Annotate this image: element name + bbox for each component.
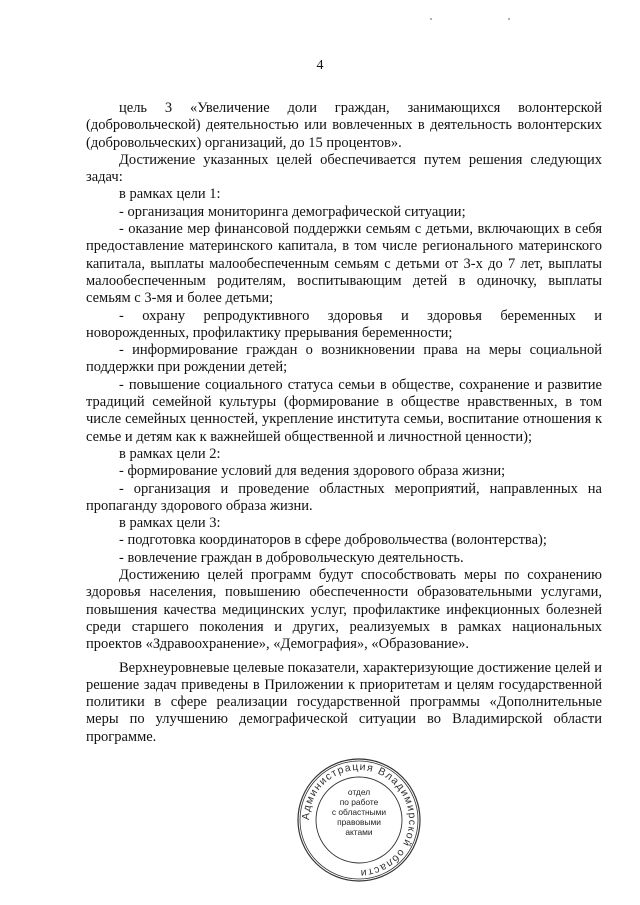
paragraph: в рамках цели 2: [119, 445, 221, 462]
paragraph: - вовлечение граждан в добровольческую деятельность. [119, 549, 464, 566]
paragraph: в рамках цели 1: [119, 186, 221, 203]
paragraph: в рамках цели 3: [119, 515, 221, 532]
scan-speck [430, 18, 432, 20]
paragraph: Верхнеуровневые целевые показатели, характеризующие достижение целей и решение задач приведены в Приложении к приоритетам и целям государственной политики в сфере реализации государственной программы «Дополнительные меры по улучшению демографической ситуации во Владимирской области программе. [86, 659, 602, 745]
stamp-line: с областными [331, 807, 387, 817]
paragraph: - организация мониторинга демографической ситуации; [119, 203, 466, 220]
paragraph: - информирование граждан о возникновении права на меры социальной поддержки при рождении детей; [86, 342, 602, 376]
paragraph: - формирование условий для ведения здорового образа жизни; [119, 463, 506, 480]
paragraph: - оказание мер финансовой поддержки семьям с детьми, включающих в себя предоставление материнского капитала, в том числе регионального материнского капитала, выплаты малообеспеченным семьям с детьми от 3-х до 7 лет, выплаты малообеспеченным родителям, воспитывающим детей в одиночку, выплаты семьям с 3-мя и более детьми; [86, 221, 602, 307]
scan-speck [508, 18, 510, 20]
stamp-line: по работе [339, 797, 379, 807]
paragraph: - охрану репродуктивного здоровья и здоровья беременных и новорожденных, профилактику прерывания беременности; [86, 307, 602, 341]
paragraph: цель 3 «Увеличение доли граждан, занимающихся волонтерской (добровольческой) деятельностью или вовлеченных в деятельность волонтерских (добровольческих) организаций, до 15 процентов». [86, 100, 602, 151]
stamp-line: отдел [347, 787, 371, 797]
paragraph: - организация и проведение областных мероприятий, направленных на пропаганду здорового образа жизни. [86, 480, 602, 514]
official-stamp [296, 757, 422, 883]
document-body [86, 100, 602, 746]
page-number: 4 [316, 58, 324, 73]
paragraph: - повышение социального статуса семьи в обществе, сохранение и развитие традиций семейной культуры (формирование в обществе нравственных, в том числе семейных ценностей, укрепление института семьи, воспитание отношения к семье и детям как к важнейшей общественной и личностной ценности); [86, 376, 602, 445]
stamp-ring-text: Администрация Владимирской области [299, 760, 419, 880]
stamp-line: актами [345, 827, 373, 837]
paragraph: Достижению целей программ будут способствовать меры по сохранению здоровья населения, повышению обеспеченности образовательными услугами, повышения качества медицинских услуг, профилактике инфекционных болезней среди старшего поколения и других, реализуемых в рамках национальных проектов «Здравоохранение», «Демография», «Образование». [86, 567, 602, 653]
stamp-line: правовыми [337, 817, 381, 827]
paragraph: Достижение указанных целей обеспечивается путем решения следующих задач: [86, 151, 602, 186]
paragraph: - подготовка координаторов в сфере добровольчества (волонтерства); [119, 532, 547, 549]
stamp-center-text [320, 787, 398, 837]
